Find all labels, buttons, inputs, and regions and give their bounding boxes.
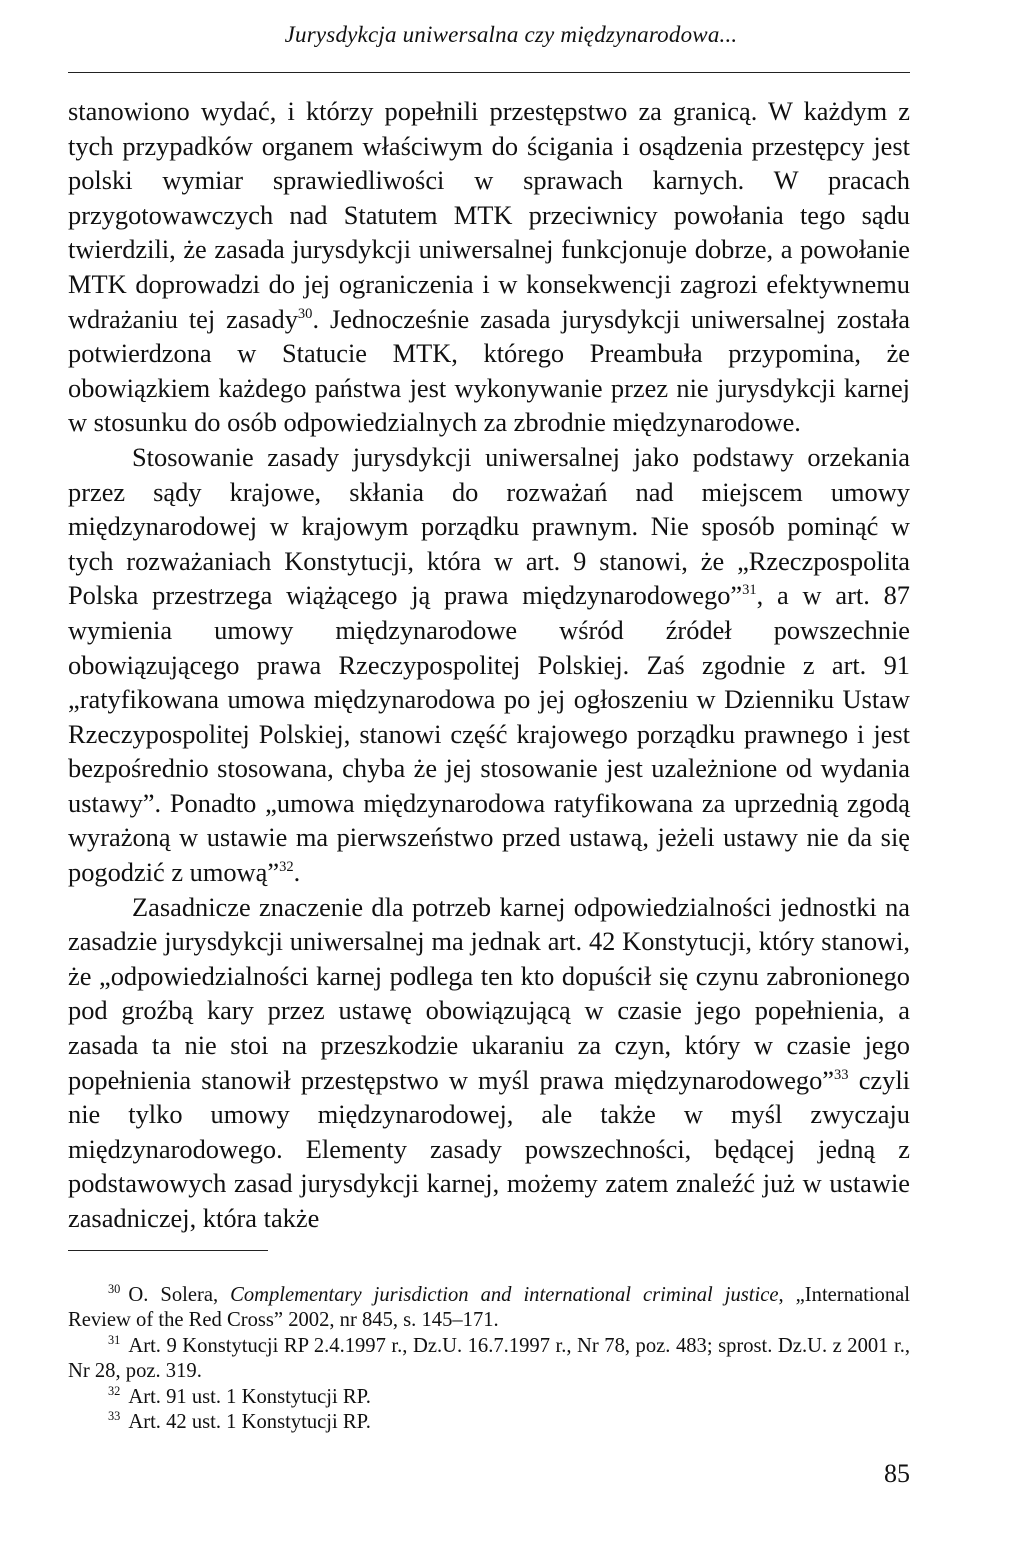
footnote-number: 32 [108, 1383, 121, 1398]
footnote-32 [68, 1385, 910, 1410]
header-rule [68, 72, 910, 73]
footnotes [68, 1283, 910, 1435]
footnote-ref-32[interactable]: 32 [279, 859, 294, 876]
footnote-number: 31 [108, 1332, 121, 1347]
paragraph-1-text-b: . Jednocześnie zasada jurysdykcji uniwersalnej została potwierdzona w Statucie MTK, którego Preambuła przypomina, że obowiązkiem każdego państwa jest wykonywanie przez nie jurysdykcji karnej w stosunku do osób odpowiedzialnych za zbrodnie międzynarodowe. [68, 303, 911, 438]
footnote-text-tail: , „International Review of the Red Cross” 2002, nr 845, s. 145–171. [68, 1284, 910, 1332]
paragraph-3-text-b: czyli nie tylko umowy międzynarodowej, ale także w myśl zwyczaju międzynarodowego. Elementy zasady powszechności, będącej jedną z podstawowych zasad jurysdykcji karnej, możemy zatem znaleźć już w ustawie zasadniczej, która także [68, 1064, 910, 1233]
main-text [68, 94, 910, 1236]
footnote-30 [68, 1283, 910, 1334]
paragraph-2-text-a: Stosowanie zasady jurysdykcji uniwersalnej jako podstawy orzekania przez sądy krajowe, skłania do rozważań nad miejscem umowy międzynarodowej w krajowym porządku prawnym. Nie sposób pominąć w tych rozważaniach Konstytucji, która w art. 9 stanowi, że „Rzeczpospolita Polska przestrzega wiążącego ją prawa międzynarodowego” [68, 441, 910, 611]
footnote-31 [68, 1334, 910, 1385]
footnote-ref-31[interactable]: 31 [742, 582, 757, 599]
page-number: 85 [884, 1459, 910, 1488]
running-header-title: Jurysdykcja uniwersalna czy międzynarodowa... [284, 22, 738, 47]
paragraph-3 [68, 890, 910, 1236]
footnote-text: Art. 9 Konstytucji RP 2.4.1997 r., Dz.U. 16.7.1997 r., Nr 78, poz. 483; sprost. Dz.U. z 2001 r., Nr 28, poz. 319. [68, 1334, 910, 1383]
paragraph-2-text-c: . [293, 857, 301, 888]
footnote-number: 30 [108, 1282, 121, 1297]
footnote-work-title: Complementary jurisdiction and international criminal justice [230, 1284, 779, 1306]
paragraph-2-text-b: , a w art. 87 wymienia umowy międzynarodowe wśród źródeł powszechnie obowiązującego prawa Rzeczypospolitej Polskiej. Zaś zgodnie z art. 91 „ratyfikowana umowa międzynarodowa po jej ogłoszeniu w Dzienniku Ustaw Rzeczypospolitej Polskiej, stanowi część krajowego porządku prawnego i jest bezpośrednio stosowana, chyba że jej stosowanie jest uzależnione od wydania ustawy”. Ponadto „umowa międzynarodowa ratyfikowana za uprzednią zgodą wyrażoną w ustawie ma pierwszeństwo przed ustawą, jeżeli ustawy nie da się pogodzić z umową” [68, 580, 910, 888]
paragraph-3-text-a: Zasadnicze znaczenie dla potrzeb karnej odpowiedzialności jednostki na zasadzie jurysdykcji uniwersalnej ma jednak art. 42 Konstytucji, który stanowi, że „odpowiedzialności karnej podlega ten kto dopuścił się czynu zabronionego pod groźbą kary przez ustawę obowiązującą w czasie jego popełnienia, a zasada ta nie stoi na przeszkodzie ukaraniu za czyn, który w czasie jego popełnienia stanowił przestępstwo w myśl prawa międzynarodowego” [68, 891, 910, 1095]
footnote-rule [68, 1250, 268, 1251]
footnote-text: O. Solera, [128, 1284, 231, 1306]
footnote-text: Art. 91 ust. 1 Konstytucji RP. [128, 1385, 371, 1408]
paragraph-1-text-a: stanowiono wydać, i którzy popełnili przestępstwo za granicą. W każdym z tych przypadków organem właściwym do ścigania i osądzenia przestępcy jest polski wymiar sprawiedliwości w sprawach karnych. W pracach przygotowawczych nad Statutem MTK przeciwnicy powołania tego sądu twierdzili, że zasada jurysdykcji uniwersalnej funkcjonuje dobrze, a powołanie MTK doprowadzi do jej ograniczenia i w konsekwencji zagrozi efektywnemu wdrażaniu tej zasady [68, 96, 910, 334]
footnote-ref-33[interactable]: 33 [834, 1066, 849, 1083]
footnote-ref-30[interactable]: 30 [297, 305, 313, 322]
paragraph-1 [68, 94, 910, 440]
paragraph-2 [68, 440, 910, 890]
footnote-text: Art. 42 ust. 1 Konstytucji RP. [128, 1411, 371, 1434]
footnote-number: 33 [108, 1409, 121, 1424]
footnote-33 [68, 1410, 910, 1435]
